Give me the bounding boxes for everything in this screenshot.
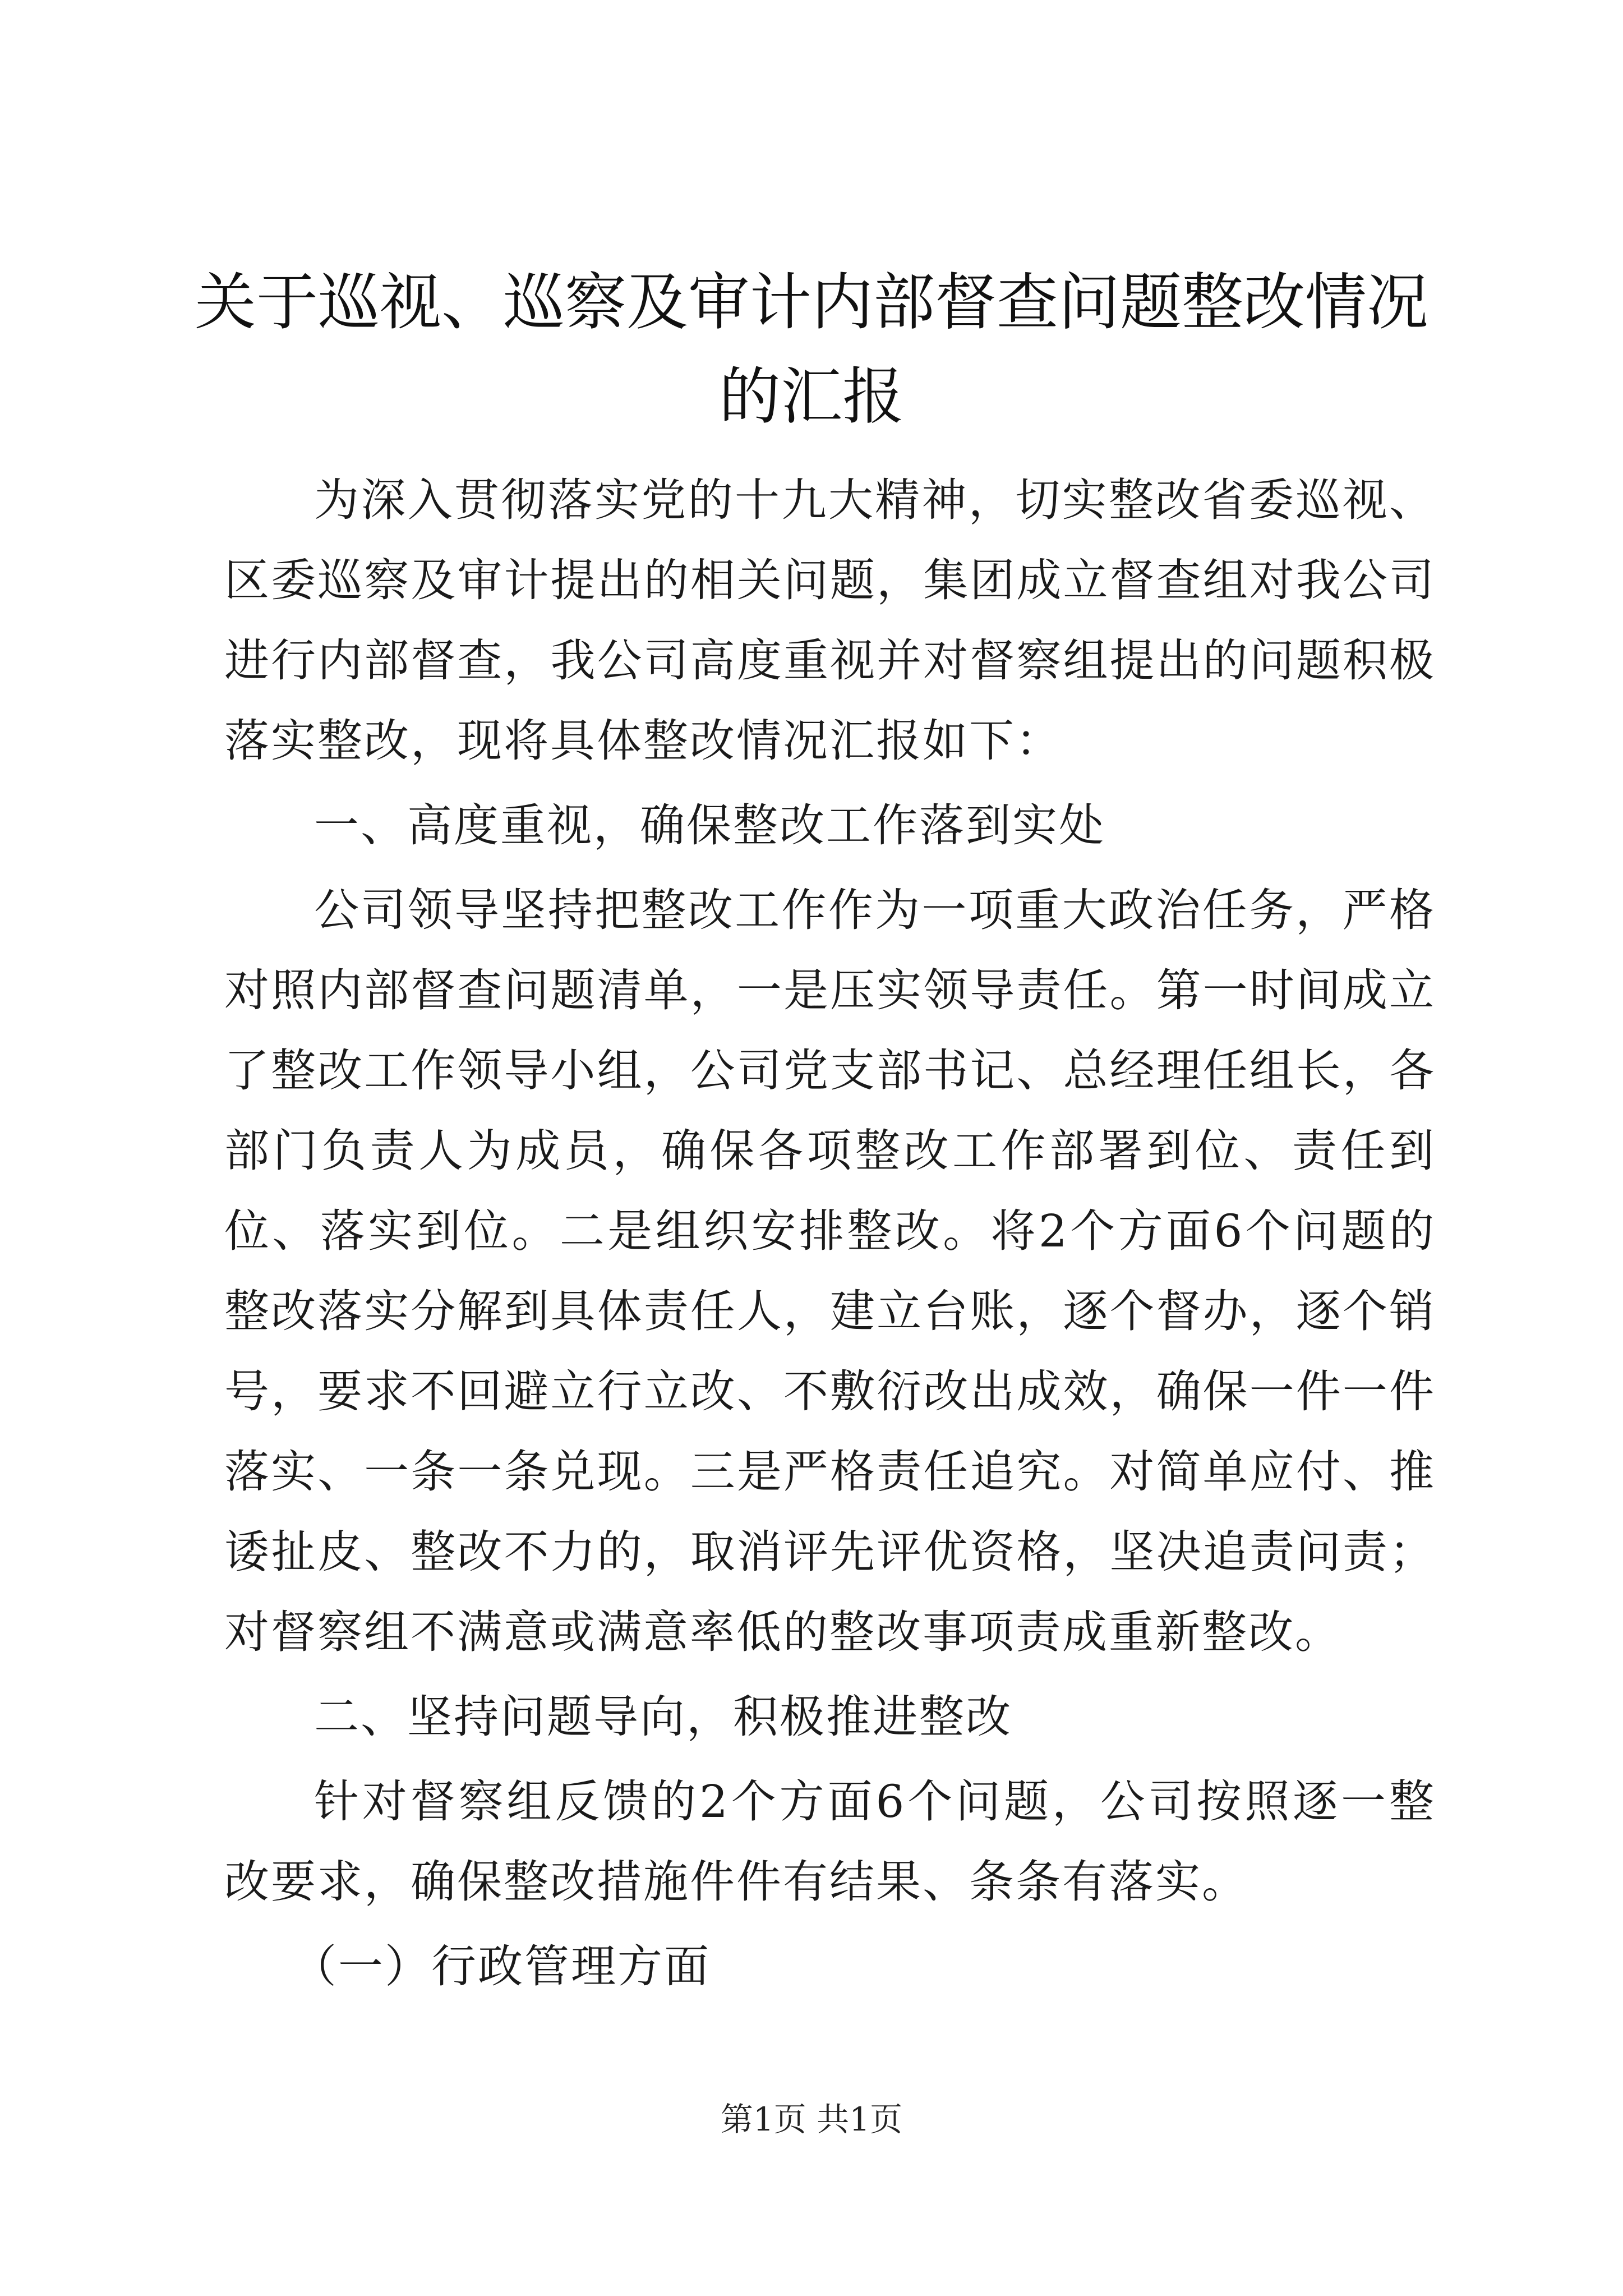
section-1-paragraph: 公司领导坚持把整改工作作为一项重大政治任务，严格对照内部督查问题清单，一是压实领导责任。第一时间成立了整改工作领导小组，公司党支部书记、总经理任组长，各部门负责人为成员，确保各项整改工作部署到位、责任到位、落实到位。二是组织安排整改。将2个方面6个问题的整改落实分解到具体责任人，建立台账，逐个督办，逐个销号，要求不回避立行立改、不敷衍改出成效，确保一件一件落实、一条一条兑现。三是严格责任追究。对简单应付、推诿扯皮、整改不力的，取消评先评优资格，坚决追责问责；对督察组不满意或满意率低的整改事项责成重新整改。 xyxy=(224,884,1436,1658)
section-heading-2: 二、坚持问题导向，积极推进整改 xyxy=(314,1691,1012,1743)
intro-paragraph: 为深入贯彻落实党的十九大精神，切实整改省委巡视、区委巡察及审计提出的相关问题，集团成立督查组对我公司进行内部督查，我公司高度重视并对督察组提出的问题积极落实整改，现将具体整改情况汇报如下： xyxy=(224,474,1436,767)
page-footer: 第1页 共1页 xyxy=(720,2100,903,2138)
section-2-paragraph: 针对督察组反馈的2个方面6个问题，公司按照逐一整改要求，确保整改措施件件有结果、条条有落实。 xyxy=(224,1775,1436,1908)
subsection-heading-1: （一）行政管理方面 xyxy=(292,1940,711,1993)
section-heading-1: 一、高度重视，确保整改工作落到实处 xyxy=(314,799,1105,852)
title-line-1: 关于巡视、巡察及审计内部督查问题整改情况 xyxy=(195,266,1428,338)
document-body xyxy=(224,460,1436,2007)
title-line-2: 的汇报 xyxy=(719,361,904,432)
document-title xyxy=(168,255,1455,444)
